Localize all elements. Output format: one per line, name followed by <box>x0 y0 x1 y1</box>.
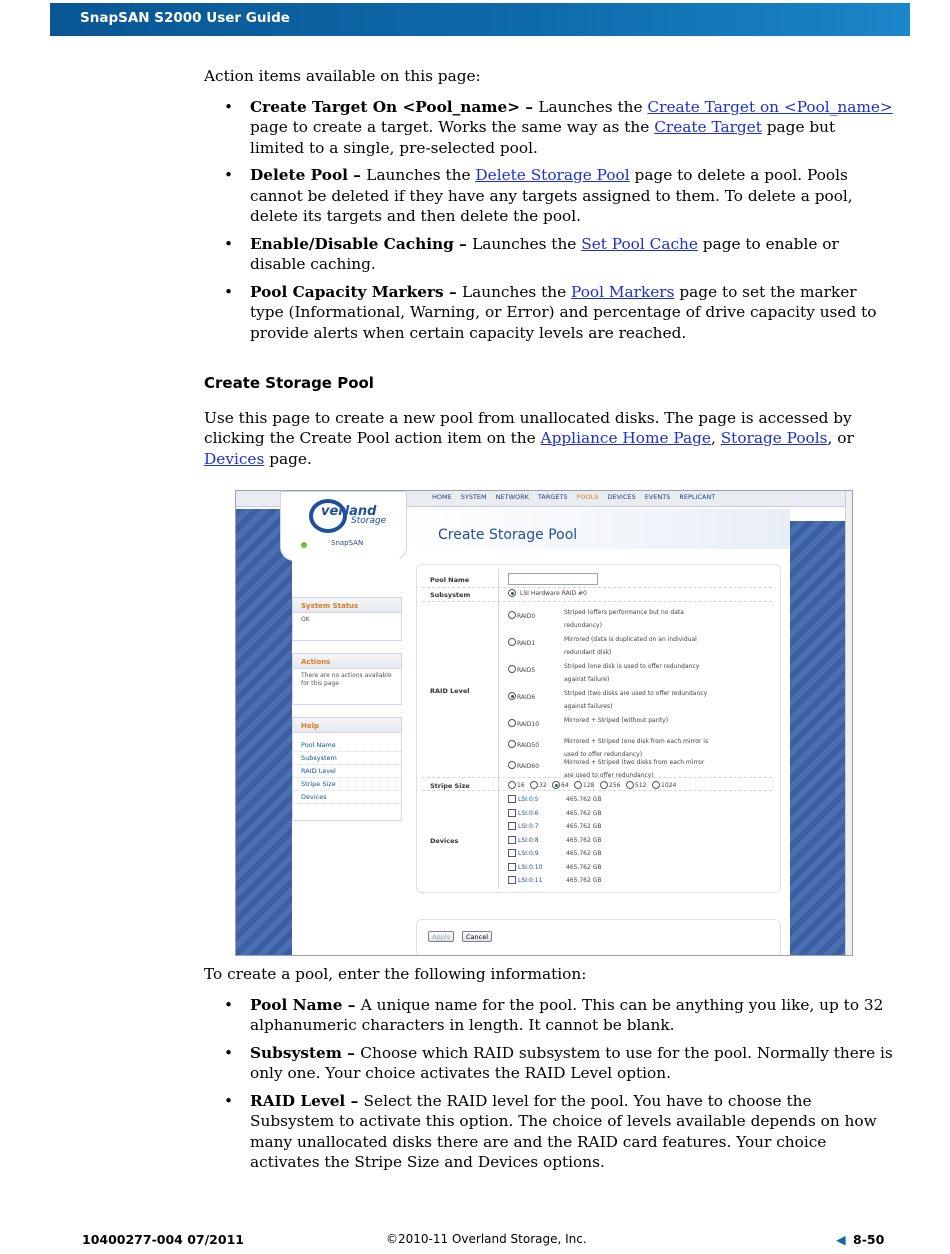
nav-network[interactable]: NETWORK <box>495 493 529 501</box>
left-decor-stripes <box>236 509 292 955</box>
row-divider <box>422 587 772 588</box>
raid-name: RAID1 <box>517 640 536 647</box>
section-paragraph: Use this page to create a new pool from unallocated disks. The page is accessed by clicking the Create Pool action item on the Appliance Home Page, Storage Pools, or Devices page. <box>204 408 854 468</box>
status-dot-icon <box>301 542 307 548</box>
device-size: 465.762 GB <box>566 809 602 817</box>
help-link-pool-name[interactable]: Pool Name <box>293 739 401 752</box>
device-name[interactable]: LSI:0:9 <box>518 850 539 857</box>
device-name[interactable]: LSI:0:5 <box>518 796 539 803</box>
actions-title: Actions <box>293 654 401 669</box>
device-size: 465.762 GB <box>566 796 602 803</box>
device-size: 465.762 GB <box>566 877 602 884</box>
intro-text: Action items available on this page: <box>204 67 481 85</box>
device-checkbox[interactable] <box>508 863 516 871</box>
term: Create Target On <Pool_name> – <box>250 97 539 116</box>
stripe-size-label: 64 <box>561 782 569 789</box>
device-checkbox[interactable] <box>508 809 516 817</box>
system-status-value: OK <box>301 616 310 623</box>
link-devices[interactable]: Devices <box>204 449 265 468</box>
raid-radio[interactable] <box>508 719 516 727</box>
list-item: • Delete Pool – Launches the Delete Storage Pool page to delete a pool. Pools cannot be deleted if they have any targets assigned to them. To delete a pool, delete its targets and then delete the pool. <box>204 165 894 227</box>
footer-copyright: ©2010-11 Overland Storage, Inc. <box>386 1232 587 1246</box>
list-item: • Create Target On <Pool_name> – Launches the Create Target on <Pool_name> page to create a target. Works the same way as the Create Target page but limited to a single, pre-selected pool. <box>204 97 894 159</box>
subsystem-radio[interactable] <box>508 589 516 597</box>
stripe-radio[interactable] <box>652 781 660 789</box>
label-devices: Devices <box>430 837 459 845</box>
raid-name: RAID50 <box>517 742 540 749</box>
row-divider <box>422 790 772 791</box>
raid-description: against failures) <box>564 703 613 710</box>
help-link-stripe-size[interactable]: Stripe Size <box>293 778 401 791</box>
raid-description: Mirrored + Striped (without parity) <box>564 717 669 724</box>
overland-logo <box>280 491 407 561</box>
raid-name: RAID5 <box>517 667 536 674</box>
label-stripe-size: Stripe Size <box>430 782 470 790</box>
raid-name: RAID60 <box>517 763 540 770</box>
link-create-target-on-pool[interactable]: Create Target on <Pool_name> <box>647 97 893 116</box>
term: Pool Capacity Markers – <box>250 282 462 301</box>
term: Subsystem – <box>250 1043 361 1062</box>
guide-title: SnapSAN S2000 User Guide <box>80 10 290 26</box>
nav-menu <box>432 493 724 501</box>
cancel-button[interactable]: Cancel <box>462 931 492 942</box>
device-size: 465.762 GB <box>566 836 602 844</box>
page-header-bar <box>50 3 910 36</box>
help-link-raid-level[interactable]: RAID Level <box>293 765 401 778</box>
nav-home[interactable]: HOME <box>432 493 452 501</box>
term: Delete Pool – <box>250 166 367 184</box>
device-size: 465.762 GB <box>566 823 602 830</box>
link-pool-markers[interactable]: Pool Markers <box>571 282 675 301</box>
subsystem-value: LSI Hardware RAID #0 <box>520 590 587 597</box>
list-item: • Enable/Disable Caching – Launches the Set Pool Cache page to enable or disable caching. <box>204 234 894 275</box>
stripe-radio[interactable] <box>626 781 634 789</box>
stripe-radio[interactable] <box>600 781 608 789</box>
raid-radio[interactable] <box>508 665 516 673</box>
term: RAID Level – <box>250 1091 364 1110</box>
stripe-size-label: 256 <box>609 782 621 789</box>
field-list <box>204 995 894 1173</box>
device-checkbox[interactable] <box>508 822 516 830</box>
device-size: 465.762 GB <box>566 863 602 871</box>
main-content <box>204 66 894 469</box>
help-title: Help <box>293 718 401 733</box>
nav-devices[interactable]: DEVICES <box>607 493 636 501</box>
action-list <box>204 97 894 344</box>
right-decor-stripes <box>790 521 845 955</box>
actions-text: There are no actions available for this page <box>301 672 392 687</box>
term: Pool Name – <box>250 995 361 1014</box>
create-storage-pool-screenshot <box>235 490 853 956</box>
device-name[interactable]: LSI:0:7 <box>518 823 539 830</box>
device-checkbox[interactable] <box>508 849 516 857</box>
system-status-title: System Status <box>293 598 401 613</box>
system-status-box <box>292 597 402 641</box>
nav-targets[interactable]: TARGETS <box>537 493 568 501</box>
link-create-target[interactable]: Create Target <box>654 118 762 136</box>
raid-radio[interactable] <box>508 740 516 748</box>
footer-doc-id: 10400277-004 07/2011 <box>82 1232 244 1247</box>
help-box <box>292 717 402 821</box>
device-name[interactable]: LSI:0:11 <box>518 877 543 884</box>
raid-description: Mirrored + Striped (one disk from each mirror is <box>564 738 709 745</box>
raid-description: are used to offer redundancy) <box>564 772 654 779</box>
device-size: 465.762 GB <box>566 850 602 857</box>
pool-name-input[interactable] <box>508 573 598 585</box>
raid-description: Striped (two disks are used to offer redundancy <box>564 690 708 697</box>
device-name[interactable]: LSI:0:6 <box>518 809 539 817</box>
list-item: • Subsystem – Choose which RAID subsystem to use for the pool. Normally there is only one. Your choice activates the RAID Level option. <box>204 1043 894 1084</box>
label-subsystem: Subsystem <box>430 591 471 599</box>
link-storage-pools[interactable]: Storage Pools <box>720 429 828 447</box>
nav-system[interactable]: SYSTEM <box>460 493 487 501</box>
raid-name: RAID0 <box>517 613 536 620</box>
raid-description: used to offer redundancy) <box>564 751 643 758</box>
stripe-radio[interactable] <box>574 781 582 789</box>
stripe-size-label: 512 <box>635 782 647 789</box>
term: Enable/Disable Caching – <box>250 234 473 253</box>
raid-description: against failure) <box>564 676 610 683</box>
page-arrow-icon: ◀ <box>836 1232 846 1247</box>
logo-sub: Storage <box>351 516 387 526</box>
row-divider <box>422 601 772 602</box>
raid-description: redundant disk) <box>564 649 612 656</box>
actions-box <box>292 653 402 705</box>
apply-button[interactable]: Apply <box>428 931 454 942</box>
raid-radio[interactable] <box>508 761 516 769</box>
device-name[interactable]: LSI:0:10 <box>518 863 543 871</box>
product-name: SnapSAN <box>331 539 364 547</box>
raid-description: Mirrored + Striped (two disks from each mirror <box>564 759 705 766</box>
raid-description: Mirrored (data is duplicated on an individual <box>564 636 697 643</box>
label-raid-level: RAID Level <box>430 687 470 695</box>
stripe-radio[interactable] <box>552 781 560 789</box>
fields-content <box>204 964 894 1173</box>
help-link-subsystem[interactable]: Subsystem <box>293 752 401 765</box>
after-text: To create a pool, enter the following information: <box>204 965 587 983</box>
link-appliance-home-page[interactable]: Appliance Home Page <box>540 429 711 447</box>
list-item: • RAID Level – Select the RAID level for the pool. You have to choose the Subsystem to activate this option. The choice of levels available depends on how many unallocated disks there are and the RAID card features. Your choice activates the Stripe Size and Devices options. <box>204 1091 894 1173</box>
list-item: • Pool Capacity Markers – Launches the Pool Markers page to set the marker type (Informational, Warning, or Error) and percentage of drive capacity used to provide alerts when certain capacity levels are reached. <box>204 282 894 344</box>
raid-name: RAID10 <box>517 721 540 728</box>
raid-radio[interactable] <box>508 638 516 646</box>
stripe-radio[interactable] <box>530 781 538 789</box>
raid-description: Striped (one disk is used to offer redundancy <box>564 663 700 670</box>
raid-description: Striped (offers performance but no data <box>564 609 684 616</box>
help-link-devices[interactable]: Devices <box>293 791 401 804</box>
nav-events[interactable]: EVENTS <box>644 493 671 501</box>
row-divider <box>422 777 772 778</box>
stripe-size-label: 1024 <box>661 782 677 789</box>
nav-replicant[interactable]: REPLICANT <box>679 493 716 501</box>
stripe-radio[interactable] <box>508 781 516 789</box>
scrollbar[interactable] <box>845 491 853 955</box>
stripe-size-label: 16 <box>517 782 525 789</box>
nav-pools[interactable]: POOLS <box>576 493 599 501</box>
stripe-size-label: 32 <box>539 782 547 789</box>
raid-radio[interactable] <box>508 692 516 700</box>
screen-title: Create Storage Pool <box>438 527 578 543</box>
link-delete-storage-pool[interactable]: Delete Storage Pool <box>475 166 630 184</box>
device-checkbox[interactable] <box>508 795 516 803</box>
raid-name: RAID6 <box>517 694 536 701</box>
device-checkbox[interactable] <box>508 836 516 844</box>
logo-word: verland <box>321 504 377 519</box>
form-divider <box>498 569 499 889</box>
link-set-pool-cache[interactable]: Set Pool Cache <box>581 234 698 253</box>
raid-radio[interactable] <box>508 611 516 619</box>
section-heading: Create Storage Pool <box>204 374 374 392</box>
device-checkbox[interactable] <box>508 876 516 884</box>
footer-page-number: 8-50 <box>853 1232 885 1247</box>
list-item: • Pool Name – A unique name for the pool. This can be anything you like, up to 32 alphanumeric characters in length. It cannot be blank. <box>204 995 894 1036</box>
label-pool-name: Pool Name <box>430 576 470 584</box>
device-name[interactable]: LSI:0:8 <box>518 836 539 844</box>
raid-description: redundancy) <box>564 622 602 629</box>
stripe-size-label: 128 <box>583 782 595 789</box>
